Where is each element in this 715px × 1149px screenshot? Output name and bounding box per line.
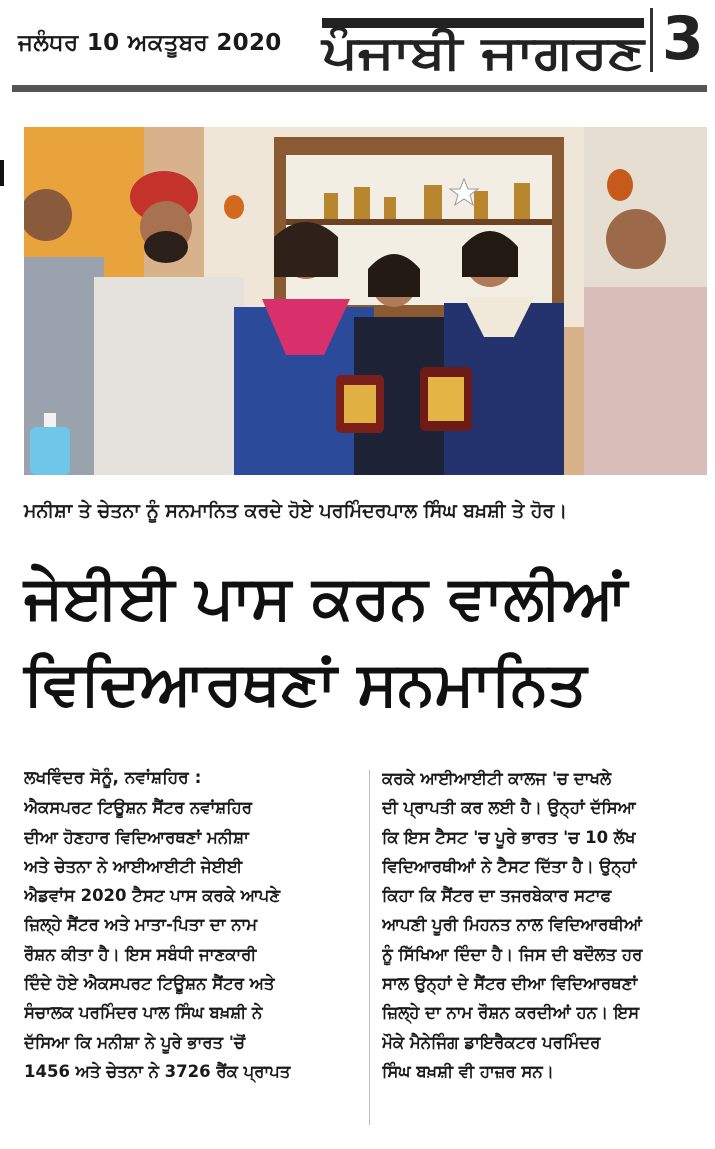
body-line: ਮੌਕੇ ਮੈਨੇਜਿੰਗ ਡਾਇਰੈਕਟਰ ਪਰਮਿੰਦਰ (382, 1032, 601, 1052)
body-line: ਐਡਵਾਂਸ 2020 ਟੈਸਟ ਪਾਸ ਕਰਕੇ ਆਪਣੇ (24, 886, 281, 906)
headline-line-2: ਵਿਦਿਆਰਥਣਾਂ ਸਨਮਾਨਿਤ (24, 649, 587, 719)
body-line: ਦਿੰਦੇ ਹੋਏ ਐਕਸਪਰਟ ਟਿਊਸ਼ਨ ਸੈਂਟਰ ਅਤੇ (24, 974, 275, 994)
photo-caption: ਮਨੀਸ਼ਾ ਤੇ ਚੇਤਨਾ ਨੂੰ ਸਨਮਾਨਿਤ ਕਰਦੇ ਹੋਏ ਪਰਮਿੰਦਰਪਾਲ ਸਿੰਘ ਬਖ਼ਸ਼ੀ ਤੇ ਹੋਰ। (24, 500, 568, 522)
article-column-right (382, 764, 714, 1086)
masthead-divider (650, 8, 653, 72)
body-line: ਦੀਆ ਹੋਣਹਾਰ ਵਿਦਿਆਰਥਣਾਂ ਮਨੀਸ਼ਾ (24, 827, 249, 847)
column-gutter (369, 770, 370, 1125)
byline: ਲਖਵਿੰਦਰ ਸੋਨੂੰ, ਨਵਾਂਸ਼ਹਿਰ : (24, 768, 202, 788)
body-line: ਕਰਕੇ ਆਈਆਈਟੀ ਕਾਲਜ 'ਚ ਦਾਖਲੇ (382, 769, 612, 788)
paper-name-logo (318, 6, 648, 78)
body-line: 1456 ਅਤੇ ਚੇਤਨਾ ਨੇ 3726 ਰੈਂਕ ਪ੍ਰਾਪਤ (24, 1061, 291, 1081)
masthead (0, 0, 715, 92)
article-body (24, 764, 712, 1134)
dateline: ਜਲੰਧਰ 10 ਅਕਤੂਬਰ 2020 (18, 30, 282, 56)
article-headline (24, 555, 714, 727)
body-line: ਦੀ ਪ੍ਰਾਪਤੀ ਕਰ ਲਈ ਹੈ। ਉਨ੍ਹਾਂ ਦੱਸਿਆ (382, 798, 636, 818)
svg-text:ਪੰਜਾਬੀ ਜਾਗਰਣ: ਪੰਜਾਬੀ ਜਾਗਰਣ (319, 25, 647, 78)
body-line: ਰੌਸ਼ਨ ਕੀਤਾ ਹੈ। ਇਸ ਸਬੰਧੀ ਜਾਣਕਾਰੀ (24, 944, 257, 964)
body-line: ਸੰਚਾਲਕ ਪਰਮਿੰਦਰ ਪਾਲ ਸਿੰਘ ਬਖ਼ਸ਼ੀ ਨੇ (24, 1003, 263, 1023)
body-line: ਵਿਦਿਆਰਥੀਆਂ ਨੇ ਟੈਸਟ ਦਿੱਤਾ ਹੈ। ਉਨ੍ਹਾਂ (382, 856, 637, 876)
body-line: ਕਿਹਾ ਕਿ ਸੈਂਟਰ ਦਾ ਤਜਰਬੇਕਾਰ ਸਟਾਫ (382, 886, 612, 906)
group-photo (24, 127, 707, 475)
body-line: ਅਤੇ ਚੇਤਨਾ ਨੇ ਆਈਆਈਟੀ ਜੇਈਈ (24, 856, 243, 876)
body-line: ਜ਼ਿਲ੍ਹੇ ਦਾ ਨਾਮ ਰੌਸ਼ਨ ਕਰਦੀਆਂ ਹਨ। ਇਸ (382, 1003, 640, 1023)
page-number: 3 (662, 4, 704, 74)
body-line: ਐਕਸਪਰਟ ਟਿਊਸ਼ਨ ਸੈਂਟਰ ਨਵਾਂਸ਼ਹਿਰ (24, 798, 252, 818)
article-column-left (24, 764, 356, 1086)
margin-mark (0, 160, 4, 186)
headline-line-1: ਜੇਈਈ ਪਾਸ ਕਰਨ ਵਾਲੀਆਂ (24, 563, 628, 633)
body-line: ਸਿੰਘ ਬਖ਼ਸ਼ੀ ਵੀ ਹਾਜ਼ਰ ਸਨ। (382, 1061, 554, 1081)
masthead-logo-icon (318, 6, 648, 78)
body-line: ਸਾਲ ਉਨ੍ਹਾਂ ਦੇ ਸੈਂਟਰ ਦੀਆ ਵਿਦਿਆਰਥਣਾਂ (382, 974, 638, 994)
body-line: ਕਿ ਇਸ ਟੈਸਟ 'ਚ ਪੂਰੇ ਭਾਰਤ 'ਚ 10 ਲੱਖ (382, 827, 636, 847)
body-line: ਜ਼ਿਲ੍ਹੇ ਸੈਂਟਰ ਅਤੇ ਮਾਤਾ-ਪਿਤਾ ਦਾ ਨਾਮ (24, 915, 258, 935)
group-photo-icon (24, 127, 707, 475)
body-line: ਆਪਣੀ ਪੂਰੀ ਮਿਹਨਤ ਨਾਲ ਵਿਦਿਆਰਥੀਆਂ (382, 915, 642, 935)
body-line: ਦੱਸਿਆ ਕਿ ਮਨੀਸ਼ਾ ਨੇ ਪੂਰੇ ਭਾਰਤ 'ਚੋਂ (24, 1032, 246, 1052)
masthead-rule (12, 85, 707, 92)
body-line: ਨੂੰ ਸਿੱਖਿਆ ਦਿੰਦਾ ਹੈ। ਜਿਸ ਦੀ ਬਦੌਲਤ ਹਰ (382, 944, 643, 964)
